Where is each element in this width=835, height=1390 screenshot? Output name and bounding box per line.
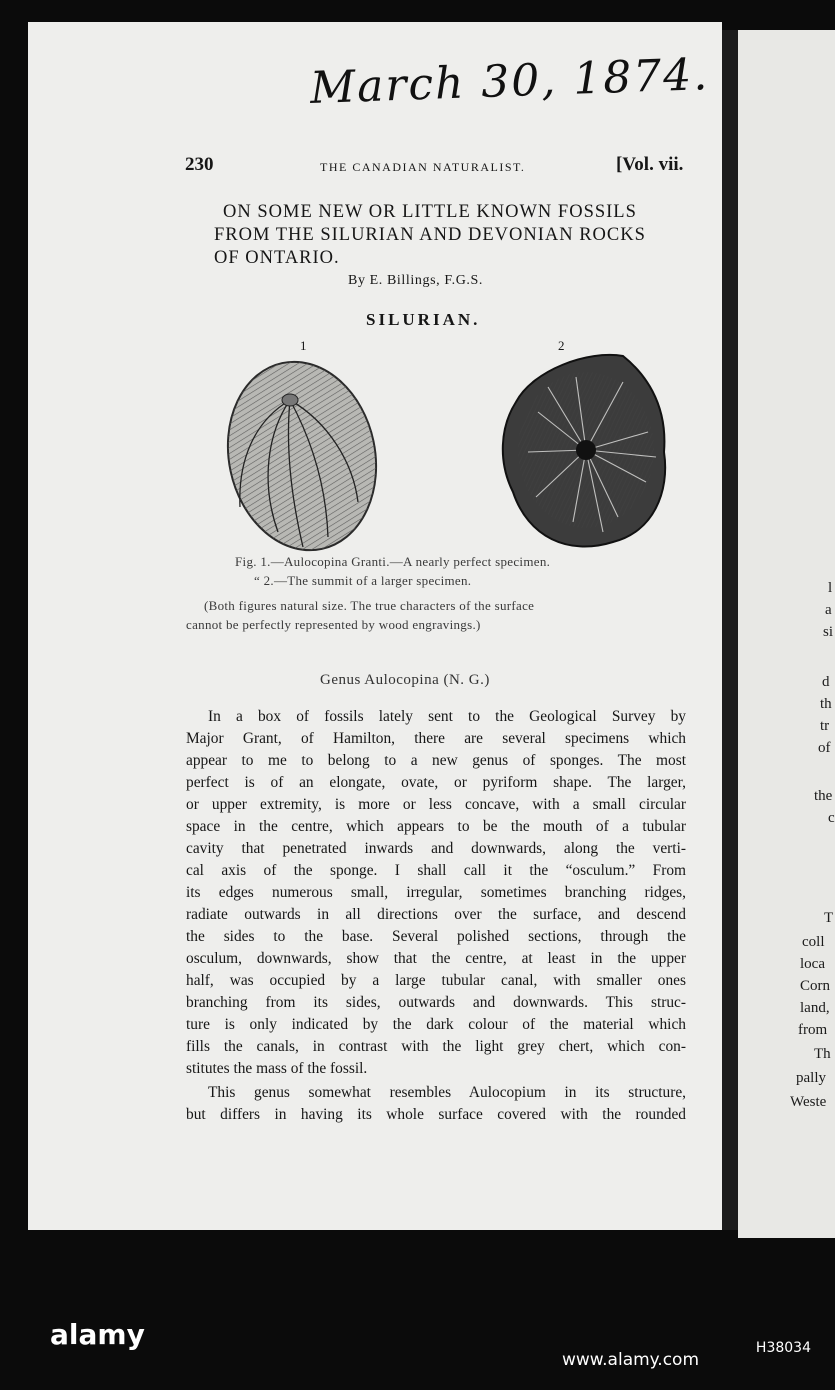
article-title-line-2: FROM THE SILURIAN AND DEVONIAN ROCKS — [214, 225, 646, 245]
body-line: perfect is of an elongate, ovate, or pyriform shape. The larger, — [186, 774, 686, 791]
body-line: the sides to the base. Several polished sections, through the — [186, 928, 686, 945]
facing-text: land, — [800, 1000, 830, 1016]
facing-text: the — [814, 788, 833, 804]
body-line: Major Grant, of Hamilton, there are several specimens which — [186, 730, 686, 747]
facing-text: th — [820, 696, 832, 712]
caption-note-line-1: (Both figures natural size. The true characters of the surface — [204, 598, 535, 613]
body-line: ture is only indicated by the dark colour of the material which — [186, 1016, 686, 1033]
figure-2-specimen — [503, 355, 665, 547]
book-gutter — [722, 30, 738, 1230]
genus-heading: Genus Aulocopina (N. G.) — [320, 672, 490, 688]
body-line: appear to me to belong to a new genus of sponges. The most — [186, 752, 686, 769]
figure-number-1: 1 — [300, 338, 307, 353]
facing-text: a — [825, 602, 832, 618]
facing-text: from — [798, 1022, 828, 1038]
facing-text: of — [818, 740, 831, 756]
facing-text: l — [828, 580, 833, 596]
body-line: cal axis of the sponge. I shall call it the “osculum.” From — [186, 862, 686, 879]
facing-text: pally — [796, 1070, 826, 1086]
body-line: stitutes the mass of the fossil. — [186, 1060, 368, 1077]
caption-note-line-2: cannot be perfectly represented by wood engravings.) — [186, 617, 481, 632]
body-line: its edges numerous small, irregular, sometimes branching ridges, — [186, 884, 686, 901]
watermark-url: www.alamy.com — [562, 1350, 700, 1370]
article-title-line-1: ON SOME NEW OR LITTLE KNOWN FOSSILS — [223, 202, 637, 222]
fossil-engravings — [28, 342, 722, 567]
body-line: In a box of fossils lately sent to the Geological Survey by — [208, 708, 686, 725]
facing-text: si — [823, 624, 834, 640]
image-id-line — [0, 1340, 835, 1356]
page-number: 230 — [185, 154, 214, 175]
body-line: half, was occupied by a large tubular canal, with smaller ones — [186, 972, 686, 989]
image-id: H38034 — [755, 1340, 811, 1356]
facing-text: loca — [800, 956, 825, 972]
body-line: but differs in having its whole surface covered with the rounded — [186, 1106, 686, 1123]
volume-number: [Vol. vii. — [616, 154, 684, 175]
journal-title: THE CANADIAN NATURALIST. — [320, 160, 526, 174]
body-line: or upper extremity, is more or less concave, with a small circular — [186, 796, 686, 813]
body-line: radiate outwards in all directions over the surface, and descend — [186, 906, 686, 923]
body-line: osculum, downwards, show that the centre, at least in the upper — [186, 950, 686, 967]
section-heading: SILURIAN. — [366, 310, 481, 329]
alamy-logo: alamy — [50, 1318, 145, 1351]
body-line: cavity that penetrated inwards and downwards, along the verti- — [186, 840, 686, 857]
facing-page — [738, 30, 835, 1238]
byline: By E. Billings, F.G.S. — [348, 273, 483, 288]
facing-text: tr — [820, 718, 830, 734]
figure-number-2: 2 — [558, 338, 565, 353]
article-title-line-3: OF ONTARIO. — [214, 248, 340, 268]
running-head — [28, 152, 722, 182]
body-line: This genus somewhat resembles Aulocopium in its structure, — [208, 1084, 686, 1101]
figure-1-specimen — [211, 348, 393, 564]
facing-text: Weste — [790, 1094, 827, 1110]
facing-text: d — [822, 674, 830, 690]
facing-text: Corn — [800, 978, 830, 994]
body-line: branching from its sides, outwards and downwards. This struc- — [186, 994, 686, 1011]
facing-text: coll — [802, 934, 825, 950]
handwritten-date: March 30, 1874. — [309, 49, 710, 114]
caption-fig-2: “ 2.—The summit of a larger specimen. — [254, 573, 472, 588]
facing-text: T — [824, 910, 834, 926]
body-line: fills the canals, in contrast with the light grey chert, which con- — [186, 1038, 686, 1055]
caption-fig-1: Fig. 1.—Aulocopina Granti.—A nearly perfect specimen. — [235, 554, 551, 569]
body-line: space in the centre, which appears to be the mouth of a tubular — [186, 818, 686, 835]
facing-text: Th — [814, 1046, 831, 1062]
scanned-page — [28, 22, 722, 1230]
facing-text: c — [828, 810, 835, 826]
